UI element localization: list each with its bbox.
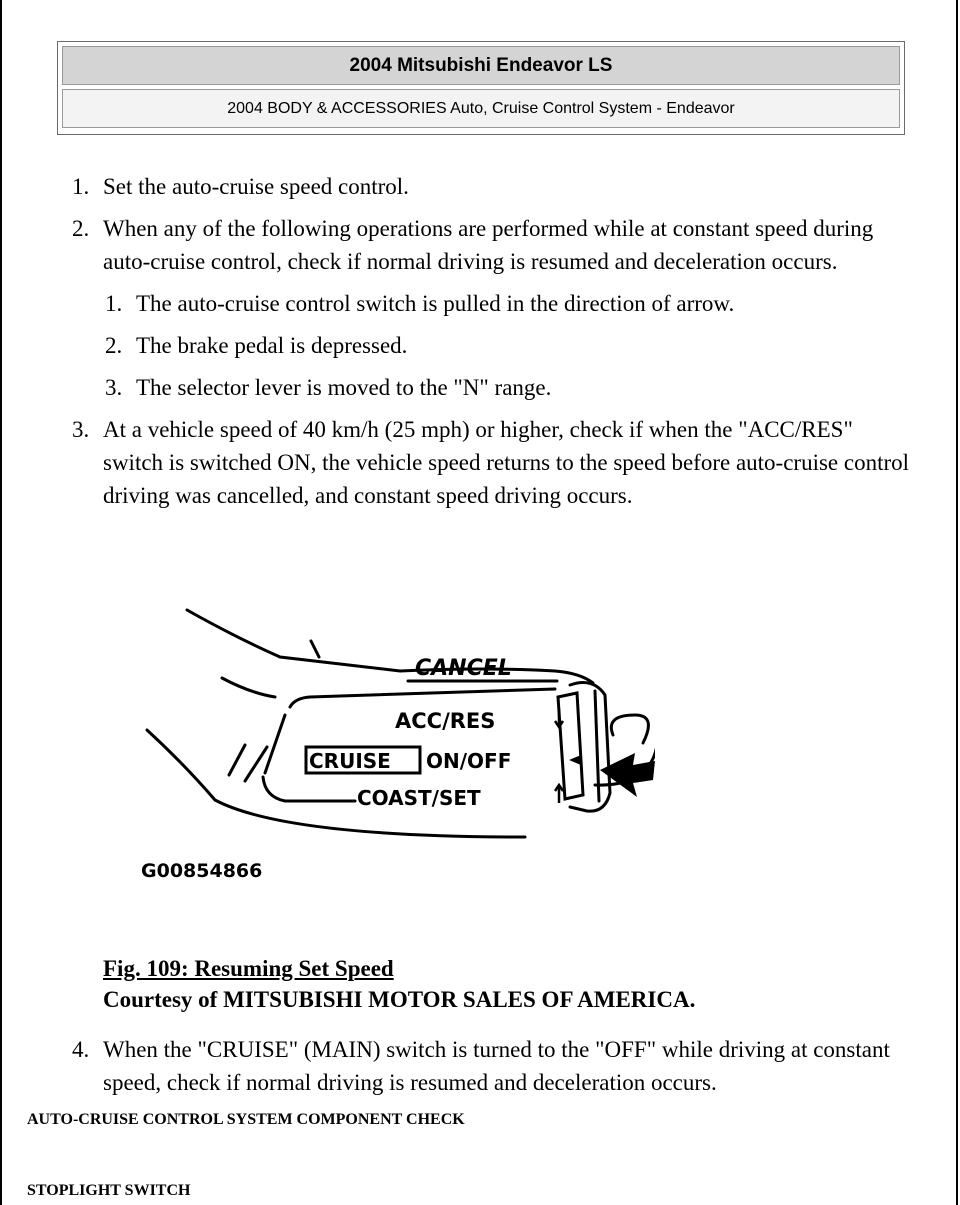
step-text: At a vehicle speed of 40 km/h (25 mph) or higher, check if when the "ACC/RES" switch is switched ON, the vehicle speed returns to the speed before auto-cruise control driving was cancelled, and constant speed driving occurs. — [103, 417, 910, 508]
cruise-control-switch-figure — [125, 575, 655, 890]
stalk-top-line — [187, 610, 593, 683]
stalk-mid-line — [222, 678, 275, 697]
switch-face-left — [265, 715, 285, 773]
figure-title: Fig. 109: Resuming Set Speed — [103, 956, 394, 981]
acc-res-arrow-icon — [555, 709, 563, 727]
document-header — [57, 41, 905, 135]
stalk-slash-1 — [229, 745, 245, 775]
substep-text: The brake pedal is depressed. — [136, 333, 408, 358]
substep-3 — [105, 371, 912, 404]
switch-face-top — [290, 689, 555, 707]
page-right-border — [956, 0, 958, 1205]
figure-code: G00854866 — [141, 860, 263, 882]
step-number: 2. — [72, 216, 90, 241]
step-number: 4. — [72, 1037, 90, 1062]
step-number: 3. — [72, 417, 90, 442]
substep-text: The selector lever is moved to the "N" range. — [136, 375, 552, 400]
substep-2 — [105, 329, 912, 362]
acc-res-label: ACC/RES — [395, 709, 496, 733]
substep-1 — [105, 287, 912, 320]
knob-inner — [558, 693, 583, 799]
switch-face-bottom — [263, 777, 355, 801]
page-left-border — [0, 0, 2, 1205]
knob-outline — [570, 683, 610, 812]
procedure-steps — [72, 170, 912, 521]
substep-text: The auto-cruise control switch is pulled in the direction of arrow. — [136, 291, 735, 316]
step-3 — [72, 413, 912, 512]
substep-number: 1. — [105, 291, 123, 316]
figure-caption — [103, 953, 695, 1015]
knob-arrow-icon — [569, 755, 581, 765]
cancel-label: CANCEL — [415, 656, 512, 681]
cruise-label: CRUISE — [309, 749, 391, 773]
substep-number: 3. — [105, 375, 123, 400]
step-text: Set the auto-cruise speed control. — [103, 174, 409, 199]
coast-set-label: COAST/SET — [357, 786, 481, 810]
on-off-label: ON/OFF — [426, 749, 512, 773]
section-heading-component-check: AUTO-CRUISE CONTROL SYSTEM COMPONENT CHECK — [27, 1111, 465, 1128]
substeps — [105, 287, 912, 404]
step-text: When any of the following operations are performed while at constant speed during auto-cruise control, check if normal driving is resumed and deceleration occurs. — [103, 216, 874, 274]
header-title: 2004 Mitsubishi Endeavor LS — [62, 46, 900, 85]
step-text: When the "CRUISE" (MAIN) switch is turned to the "OFF" while driving at constant speed, check if normal driving is resumed and deceleration occurs. — [103, 1037, 890, 1095]
figure-courtesy: Courtesy of MITSUBISHI MOTOR SALES OF AMERICA. — [103, 987, 696, 1012]
header-subtitle: 2004 BODY & ACCESSORIES Auto, Cruise Control System - Endeavor — [62, 89, 900, 128]
step-2 — [72, 212, 912, 404]
rotation-arc — [611, 715, 648, 743]
step-number: 1. — [72, 174, 90, 199]
stalk-tick — [311, 641, 319, 657]
section-heading-stoplight-switch: STOPLIGHT SWITCH — [27, 1182, 191, 1199]
substep-number: 2. — [105, 333, 123, 358]
step-1 — [72, 170, 912, 203]
step-4 — [72, 1033, 912, 1099]
procedure-steps-continued — [72, 1033, 912, 1108]
coast-set-arrow-icon — [555, 785, 563, 803]
